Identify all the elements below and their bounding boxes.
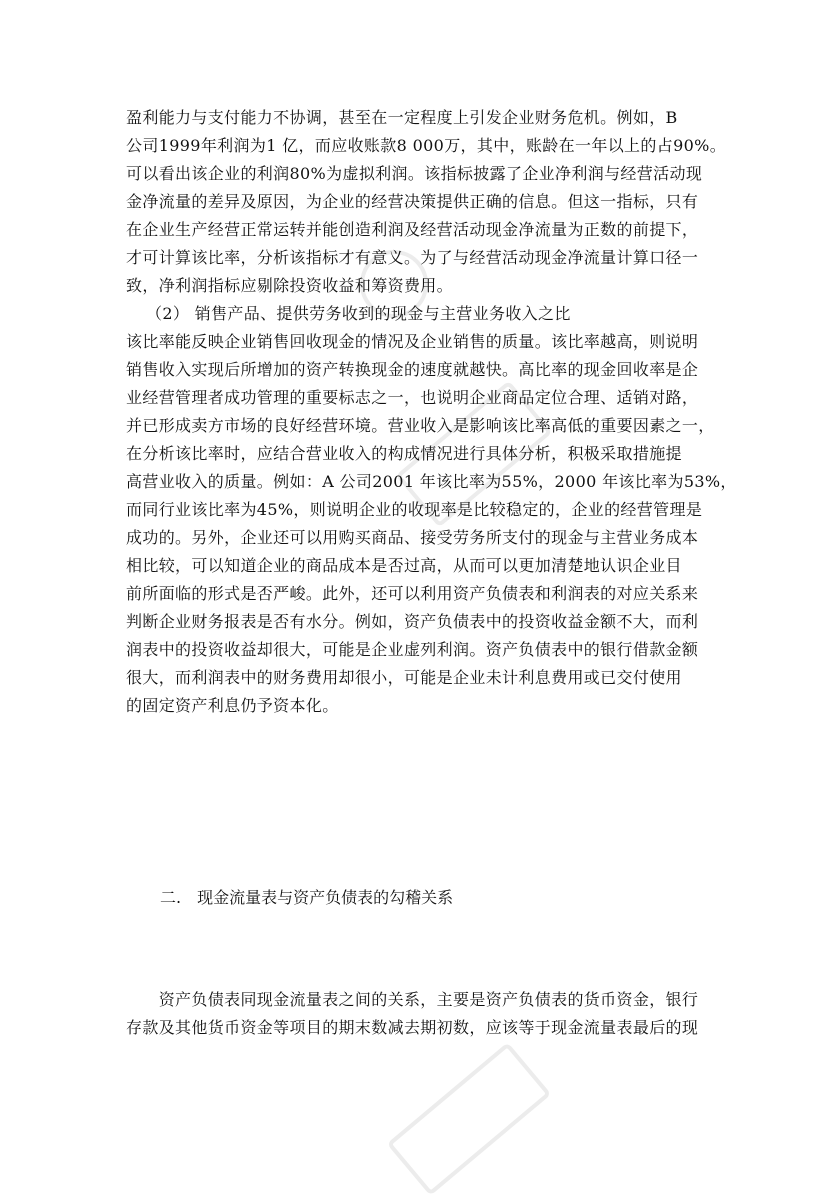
- text-line: 判断企业财务报表是否有水分。例如，资产负债表中的投资收益金额不大，而利: [126, 612, 699, 631]
- text-line: 存款及其他货币资金等项目的期末数减去期初数，应该等于现金流量表最后的现: [126, 1018, 699, 1037]
- body-text: [126, 104, 737, 720]
- text-line: 在分析该比率时，应结合营业收入的构成情况进行具体分析，积极采取措施提: [126, 444, 682, 463]
- paragraph-profit-ratio: [126, 104, 727, 300]
- section-heading: 二. 现金流量表与资产负债表的勾稽关系: [160, 888, 454, 907]
- text-line: 资产负债表同现金流量表之间的关系，主要是资产负债表的货币资金，银行: [126, 990, 699, 1009]
- paragraph-balance-sheet-relation: [126, 986, 706, 1042]
- text-line: 而同行业该比率为45%，则说明企业的收现率是比较稳定的，企业的经营管理是: [126, 500, 703, 519]
- text-line: 成功的。另外，企业还可以用购买商品、接受劳务所支付的现金与主营业务成本: [126, 528, 699, 547]
- text-line: 业经营管理者成功管理的重要标志之一，也说明企业商品定位合理、适销对路，: [126, 388, 699, 407]
- text-line: 高营业收入的质量。例如：A 公司2001 年该比率为55%，2000 年该比率为53%，: [126, 472, 737, 491]
- text-line: 的固定资产利息仍予资本化。: [126, 696, 339, 715]
- text-line: 盈利能力与支付能力不协调，甚至在一定程度上引发企业财务危机。例如，B: [126, 108, 678, 127]
- text-line: 在企业生产经营正常运转并能创造利润及经营活动现金净流量为正数的前提下，: [126, 220, 699, 239]
- text-line: 并已形成卖方市场的良好经营环境。营业收入是影响该比率高低的重要因素之一，: [126, 416, 715, 435]
- text-line: 销售收入实现后所增加的资产转换现金的速度就越快。高比率的现金回收率是企: [126, 360, 699, 379]
- text-line: 相比较，可以知道企业的商品成本是否过高，从而可以更加清楚地认识企业目: [126, 556, 682, 575]
- text-line: 致，净利润指标应剔除投资收益和筹资费用。: [126, 276, 454, 295]
- watermark-stamp: [387, 1042, 552, 1196]
- paragraph-sales-cash-ratio: [126, 328, 737, 720]
- text-line: 公司1999年利润为1 亿，而应收账款8 000万，其中，账龄在一年以上的占90%。: [126, 136, 727, 155]
- text-line: 前所面临的形式是否严峻。此外，还可以利用资产负债表和利润表的对应关系来: [126, 584, 699, 603]
- text-line: 该比率能反映企业销售回收现金的情况及企业销售的质量。该比率越高，则说明: [126, 332, 699, 351]
- subheading: （2） 销售产品、提供劳务收到的现金与主营业务收入之比: [146, 304, 571, 323]
- text-line: 才可计算该比率，分析该指标才有意义。为了与经营活动现金净流量计算口径一: [126, 248, 699, 267]
- text-line: 润表中的投资收益却很大，可能是企业虚列利润。资产负债表中的银行借款金额: [126, 640, 699, 659]
- text-line: 金净流量的差异及原因，为企业的经营决策提供正确的信息。但这一指标，只有: [126, 192, 699, 211]
- text-line: 可以看出该企业的利润80%为虚拟利润。该指标披露了企业净利润与经营活动现: [126, 164, 703, 183]
- text-line: 很大，而利润表中的财务费用却很小，可能是企业未计利息费用或已交付使用: [126, 668, 682, 687]
